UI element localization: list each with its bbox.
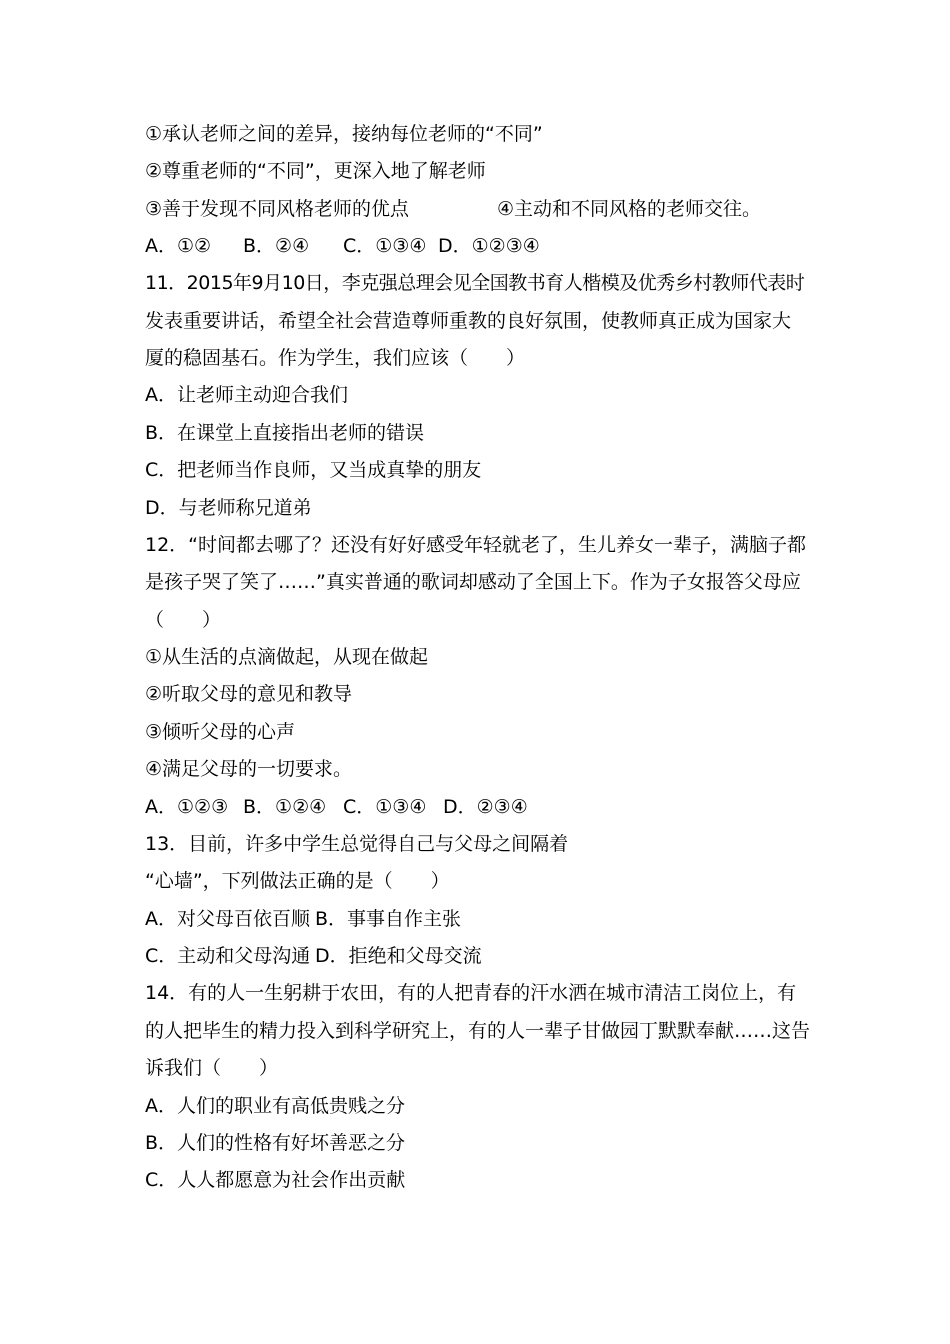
q12-option-2: ②听取父母的意见和教导 <box>145 683 353 705</box>
q12-option-1: ①从生活的点滴做起，从现在做起 <box>145 646 429 668</box>
q11-choice-d: D．与老师称兄道弟 <box>145 497 312 519</box>
q14-stem-line-3: 诉我们（ ） <box>145 1057 279 1079</box>
q12-option-4: ④满足父母的一切要求。 <box>145 758 353 780</box>
q12-stem-line-3: （ ） <box>145 609 222 631</box>
q10-choice-b: B．②④ <box>243 235 310 257</box>
q12-choice-a: A．①②③ <box>145 796 229 818</box>
q12-stem-line-2: 是孩子哭了笑了……”真实普通的歌词却感动了全国上下。作为子女报答父母应 <box>145 571 801 593</box>
q10-option-2: ②尊重老师的“不同”，更深入地了解老师 <box>145 160 486 182</box>
q10-choice-a: A．①② <box>145 235 212 257</box>
q13-choice-c: C．主动和父母沟通 <box>145 945 311 967</box>
q13-stem-line-2: “心墙”，下列做法正确的是（ ） <box>145 870 450 892</box>
q10-choices-row <box>145 234 575 258</box>
q12-choices-row <box>145 795 565 819</box>
q13-choice-b: B．事事自作主张 <box>315 908 462 930</box>
q11-stem-line-3: 厦的稳固基石。作为学生，我们应该（ ） <box>145 347 526 369</box>
q14-stem-line-1: 14．有的人一生躬耕于农田，有的人把青春的汗水洒在城市清洁工岗位上，有 <box>145 982 797 1004</box>
q11-stem-line-2: 发表重要讲话，希望全社会营造尊师重教的良好氛围，使教师真正成为国家大 <box>145 310 792 332</box>
q10-option-1: ①承认老师之间的差异，接纳每位老师的“不同” <box>145 123 543 145</box>
q14-stem-line-2: 的人把毕生的精力投入到科学研究上，有的人一辈子甘做园丁默默奉献……这告 <box>145 1020 811 1042</box>
q14-choice-c: C．人人都愿意为社会作出贡献 <box>145 1169 406 1191</box>
q14-choice-a: A．人们的职业有高低贵贱之分 <box>145 1095 405 1117</box>
q10-option-3: ③善于发现不同风格老师的优点 <box>145 198 410 220</box>
q10-option-4: ④主动和不同风格的老师交往。 <box>497 198 762 220</box>
q12-choice-d: D．②③④ <box>443 796 528 818</box>
q11-choice-c: C．把老师当作良师，又当成真挚的朋友 <box>145 459 482 481</box>
q13-choices-row-2 <box>145 944 485 968</box>
q11-stem-line-1: 11．2015年9月10日，李克强总理会见全国教书育人楷模及优秀乡村教师代表时 <box>145 272 805 294</box>
q10-choice-d: D．①②③④ <box>438 235 540 257</box>
q12-choice-c: C．①③④ <box>343 796 427 818</box>
q11-choice-a: A．让老师主动迎合我们 <box>145 384 348 406</box>
q13-choice-a: A．对父母百依百顺 <box>145 908 310 930</box>
q12-stem-line-1: 12．“时间都去哪了？还没有好好感受年轻就老了，生儿养女一辈子，满脑子都 <box>145 534 807 556</box>
q11-choice-b: B．在课堂上直接指出老师的错误 <box>145 422 425 444</box>
q12-choice-b: B．①②④ <box>243 796 327 818</box>
q10-choice-c: C．①③④ <box>343 235 427 257</box>
q14-choice-b: B．人们的性格有好坏善恶之分 <box>145 1132 406 1154</box>
q13-stem-line-1: 13．目前，许多中学生总觉得自己与父母之间隔着 <box>145 833 569 855</box>
q13-choices-row-1 <box>145 907 485 931</box>
q13-choice-d: D．拒绝和父母交流 <box>315 945 482 967</box>
q12-option-3: ③倾听父母的心声 <box>145 721 296 743</box>
q10-options-row <box>145 197 805 221</box>
